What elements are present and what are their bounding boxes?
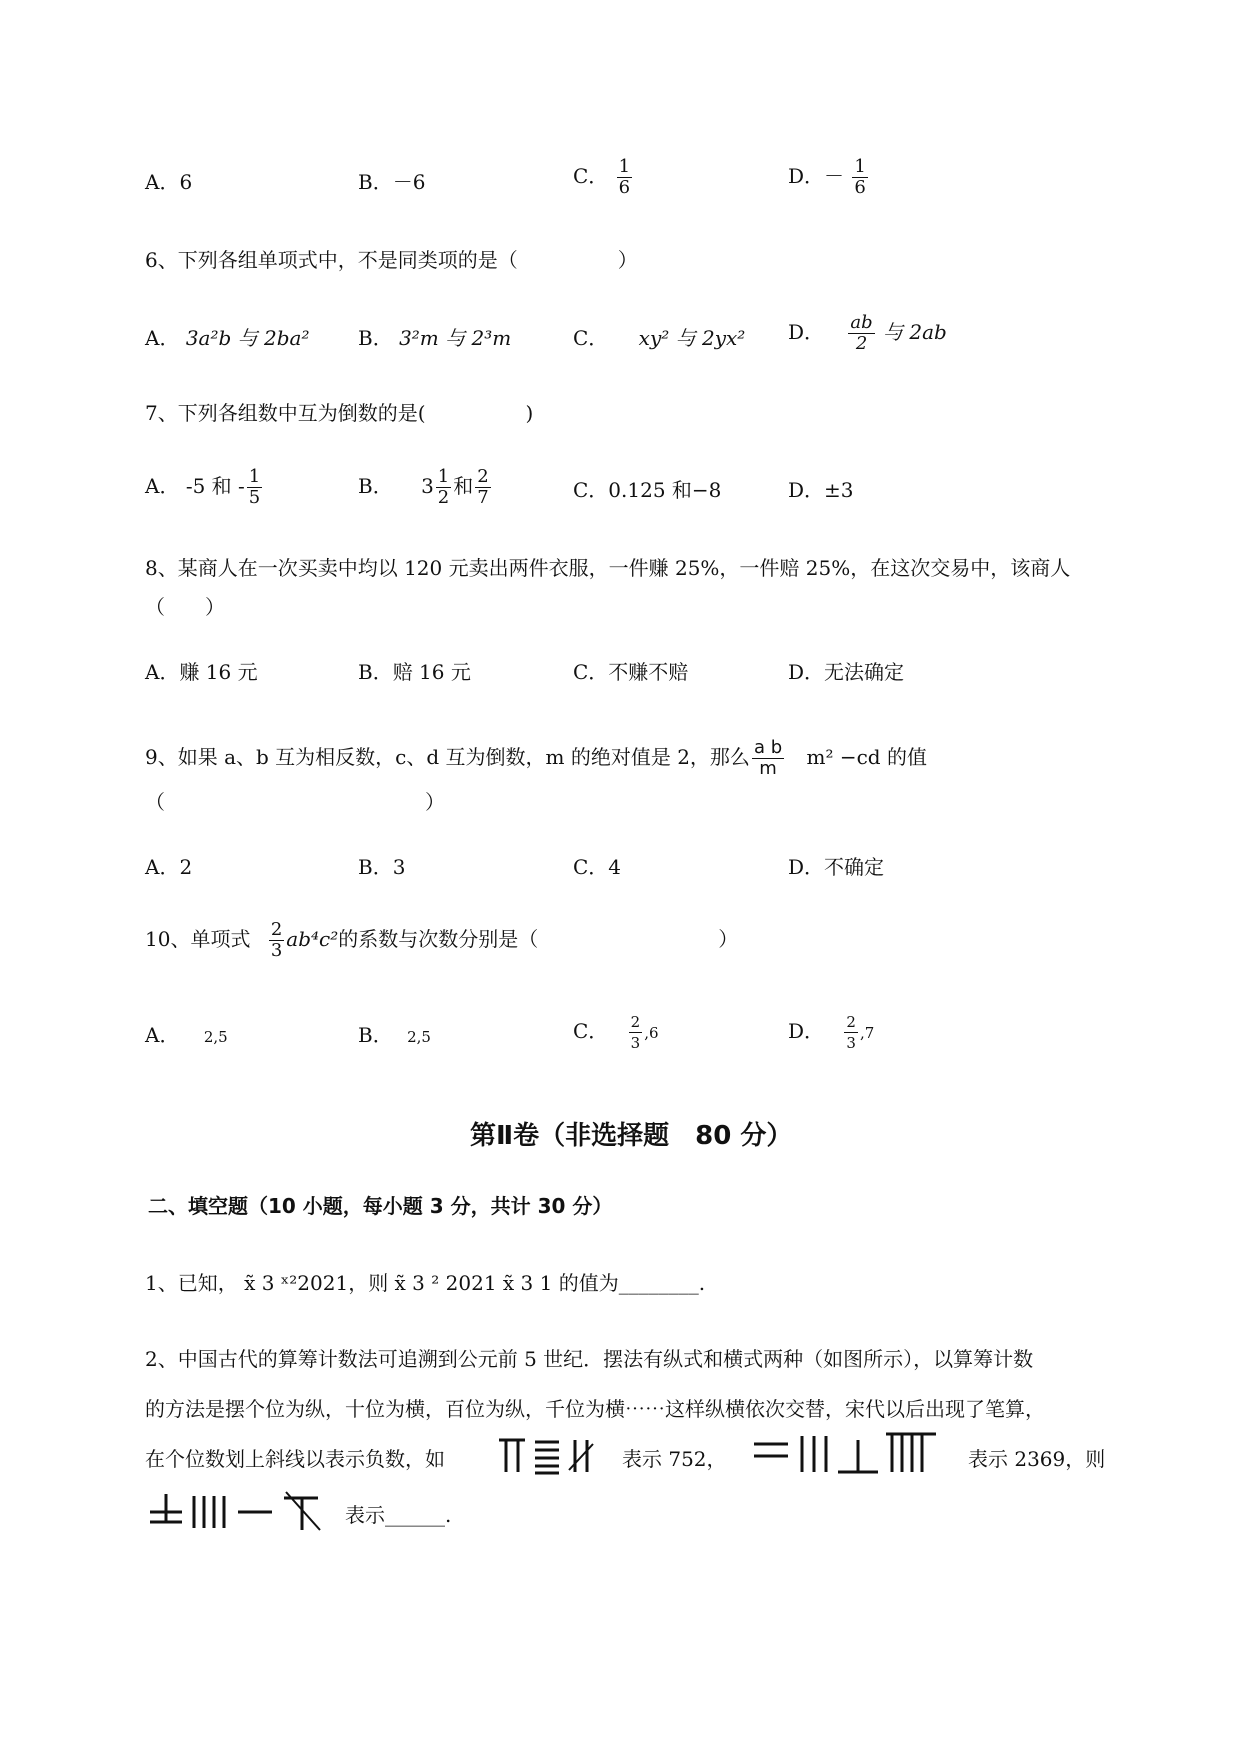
q9-answer-paren: （ ） <box>145 790 445 814</box>
fraction <box>752 738 784 779</box>
q10-option-d <box>788 1012 874 1053</box>
q5-option-c <box>573 157 634 198</box>
fill-question-2-line2: 的方法是摆个位为纵，十位为横，百位为纵，千位为横⋯⋯这样纵横依次交替，宋代以后出现了笔算， <box>145 1397 1045 1421</box>
q7-option-d: D．±3 <box>788 478 854 502</box>
q10-stem <box>145 920 738 961</box>
fraction <box>247 467 262 508</box>
denominator: 5 <box>248 487 261 508</box>
option-expression: -5 和 - <box>185 474 245 498</box>
q8-option-b: B．赔 16 元 <box>358 660 471 684</box>
q9-option-d: D．不确定 <box>788 855 885 879</box>
q6-stem: 6、下列各组单项式中，不是同类项的是（ ） <box>145 248 638 272</box>
q8-option-d: D．无法确定 <box>788 660 905 684</box>
q10-option-c <box>573 1012 659 1053</box>
q9-option-b: B．3 <box>358 855 406 879</box>
fill-question-1: 1、已知， x̃ 3 ˣ²2021，则 x̃ 3 ² 2021 x̃ 3 1 的值为________. <box>145 1271 706 1295</box>
stem-text: 10、单项式 <box>145 927 251 951</box>
option-expression: 与 2ab <box>883 320 947 344</box>
denominator: 6 <box>618 177 631 198</box>
q8-option-c: C．不赚不赔 <box>573 660 689 684</box>
q9-option-c: C．4 <box>573 855 622 879</box>
q5-option-b: B．－6 <box>358 170 426 194</box>
q9-stem <box>145 738 927 779</box>
section-heading: 二、填空题（10 小题，每小题 3 分，共计 30 分） <box>148 1194 613 1218</box>
option-value: ,6 <box>644 1024 659 1042</box>
fraction <box>269 920 284 961</box>
part2-title: 第Ⅱ卷（非选择题 80 分） <box>470 1121 793 1151</box>
q6-option-d <box>788 313 947 354</box>
q8-option-a: A．赚 16 元 <box>145 660 258 684</box>
denominator: 3 <box>630 1034 641 1052</box>
fill-question-2-line3-mid: 表示 752， <box>622 1447 727 1471</box>
denominator: 3 <box>846 1034 856 1052</box>
option-value: 2,5 <box>407 1028 431 1046</box>
rod-numeral-752-icon <box>497 1436 597 1476</box>
option-label: A． <box>145 474 180 498</box>
fraction <box>844 1012 858 1053</box>
option-value: 2,5 <box>203 1028 228 1046</box>
numerator: 2 <box>630 1013 641 1031</box>
denominator: m <box>759 758 777 779</box>
fraction <box>852 157 867 198</box>
option-label: C． <box>573 326 609 350</box>
q8-answer-paren: （ ） <box>145 595 225 619</box>
fill-question-2-line3-pre: 在个位数划上斜线以表示负数，如 <box>145 1447 445 1471</box>
connector-text: 和 <box>453 474 474 498</box>
option-value: ,7 <box>859 1024 875 1042</box>
fill-question-2-line1: 2、中国古代的算筹计数法可追溯到公元前 5 世纪．摆法有纵式和横式两种（如图所示），以算筹计数 <box>145 1347 1034 1371</box>
q7-option-a <box>145 467 264 508</box>
option-expression: 3a²b 与 2ba² <box>185 326 310 350</box>
denominator: 7 <box>477 487 489 508</box>
option-label: D． <box>788 320 825 344</box>
denominator: 2 <box>855 333 868 354</box>
numerator: 2 <box>846 1013 856 1031</box>
stem-text: m² −cd 的值 <box>806 745 927 769</box>
rod-numeral-2369-icon <box>752 1430 942 1478</box>
option-label: B． <box>358 326 393 350</box>
option-label: C． <box>573 1019 609 1043</box>
numerator: 2 <box>270 919 283 940</box>
numerator: 1 <box>854 156 866 177</box>
denominator: 6 <box>854 177 866 198</box>
option-label: C． <box>573 164 609 188</box>
q8-stem: 8、某商人在一次买卖中均以 120 元卖出两件衣服，一件赚 25%，一件赔 25%，在这次交易中，该商人 <box>145 556 1071 580</box>
q6-option-a <box>145 326 309 350</box>
denominator: 2 <box>437 487 450 508</box>
fraction <box>629 1012 643 1053</box>
numerator: a b <box>753 737 783 758</box>
numerator: 1 <box>437 466 450 487</box>
stem-text: 9、如果 a、b 互为相反数，c、d 互为倒数，m 的绝对值是 2，那么 <box>145 745 750 769</box>
monomial-expression: ab⁴c² <box>286 927 339 951</box>
option-label: A． <box>145 1023 180 1047</box>
q5-option-d <box>788 157 870 198</box>
numerator: 1 <box>618 156 631 177</box>
q10-option-a <box>145 1023 228 1049</box>
option-label: A． <box>145 326 180 350</box>
option-label: D．－ <box>788 164 845 188</box>
option-label: B． <box>358 474 393 498</box>
q9-option-a: A．2 <box>145 855 193 879</box>
numerator: 2 <box>477 466 489 487</box>
option-expression: xy² 与 2yx² <box>638 326 746 350</box>
fraction <box>848 313 874 354</box>
fill-question-2-line3-post: 表示 2369，则 <box>968 1447 1106 1471</box>
option-label: D． <box>788 1019 825 1043</box>
rod-numeral-negative-icon <box>148 1488 328 1536</box>
mixed-whole: 3 <box>421 474 434 498</box>
fraction <box>475 467 490 508</box>
q7-stem: 7、下列各组数中互为倒数的是( ) <box>145 401 534 425</box>
numerator: 1 <box>248 466 261 487</box>
fill-question-2-line4: 表示______. <box>345 1503 452 1527</box>
q6-option-c <box>573 326 745 350</box>
q10-option-b <box>358 1023 431 1049</box>
fraction <box>436 467 451 508</box>
fraction <box>617 157 632 198</box>
q5-option-a: A．6 <box>145 170 193 194</box>
numerator: ab <box>850 312 873 333</box>
option-expression: 3²m 与 2³m <box>399 326 512 350</box>
q7-option-b <box>358 467 493 508</box>
denominator: 3 <box>270 940 283 961</box>
q7-option-c: C．0.125 和−8 <box>573 478 722 502</box>
option-label: B． <box>358 1023 393 1047</box>
stem-text: 的系数与次数分别是（ ） <box>338 927 739 951</box>
q6-option-b <box>358 326 511 350</box>
